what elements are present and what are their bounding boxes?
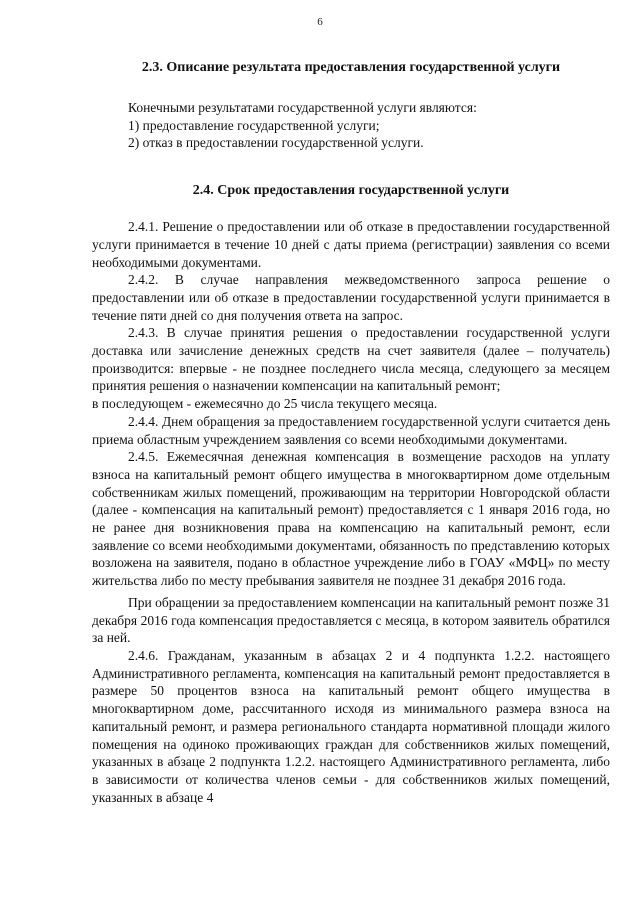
result-item-2: 2) отказ в предоставлении государственной услуги. [128,135,424,151]
paragraph-2-4-2: 2.4.2. В случае направления межведомственного запроса решение о предоставлении или об отказе в предоставлении государственной услуги принимается в течение пяти дней со дня получения ответа на запрос. [92,272,610,323]
section-2-3-heading: 2.3. Описание результата предоставления государственной услуги [141,60,561,75]
paragraph-2-4-3: 2.4.3. В случае принятия решения о предоставлении государственной услуги доставка или зачисление денежных средств на счет заявителя (далее – получатель) производится: впервые - не позднее последнего числа месяца, следующего за месяцем принятия решения о назначении компенсации на капитальный ремонт; [92,325,610,394]
page-content [92,50,610,806]
paragraph-2-4-5: 2.4.5. Ежемесячная денежная компенсация в возмещение расходов на уплату взноса на капитальный ремонт общего имущества в многоквартирном доме отдельным собственникам жилых помещений, проживающим на территории Новгородской области (далее - компенсация на капитальный ремонт) предоставляется с 1 января 2016 года, но не ранее дня возникновения права на компенсацию на капитальный ремонт, если заявление со всеми необходимыми документами, обязанность по представлению которых возложена на заявителя, подано в областное учреждение либо в ГОАУ «МФЦ» по месту жительства либо по месту пребывания заявителя не позднее 31 декабря 2016 года. [92,449,610,589]
paragraph-late-application: При обращении за предоставлением компенсации на капитальный ремонт позже 31 декабря 2016 года компенсация предоставляется с месяца, в котором заявитель обратился за ней. [92,594,611,646]
results-intro: Конечными результатами государственной услуги являются: [128,100,477,115]
section-2-4-heading: 2.4. Срок предоставления государственной услуги [192,183,510,199]
section-2-3-body [92,99,610,152]
paragraph-2-4-6: 2.4.6. Гражданам, указанным в абзацах 2 и 4 подпункта 1.2.2. настоящего Административного регламента, компенсация на капитальный ремонт предоставляется в размере 50 процентов взноса на капитальный ремонт общего имущества в многоквартирном доме, рассчитанного исходя из минимального размера взноса на капитальный ремонт, и размера регионального стандарта нормативной площади жилого помещения на одиноко проживающих граждан для собственников жилых помещений, указанных в абзаце 2 подпункта 1.2.2. настоящего Административного регламента, либо в зависимости от количества членов семьи - для собственников жилых помещений, указанных в абзаце 4 [92,647,610,805]
paragraph-2-4-1: 2.4.1. Решение о предоставлении или об отказе в предоставлении государственной услуги принимается в течение 10 дней с даты приема (регистрации) заявления со всеми необходимыми документами. [92,219,610,270]
result-item-1: 1) предоставление государственной услуги; [128,117,380,133]
page-number: 6 [317,16,323,28]
paragraph-2-4-4: 2.4.4. Днем обращения за предоставлением государственной услуги считается день приема областным учреждением заявления со всеми необходимыми документами. [92,413,610,447]
section-2-4-body [92,218,610,806]
paragraph-2-4-3-continued: в последующем - ежемесячно до 25 числа текущего месяца. [92,396,438,412]
